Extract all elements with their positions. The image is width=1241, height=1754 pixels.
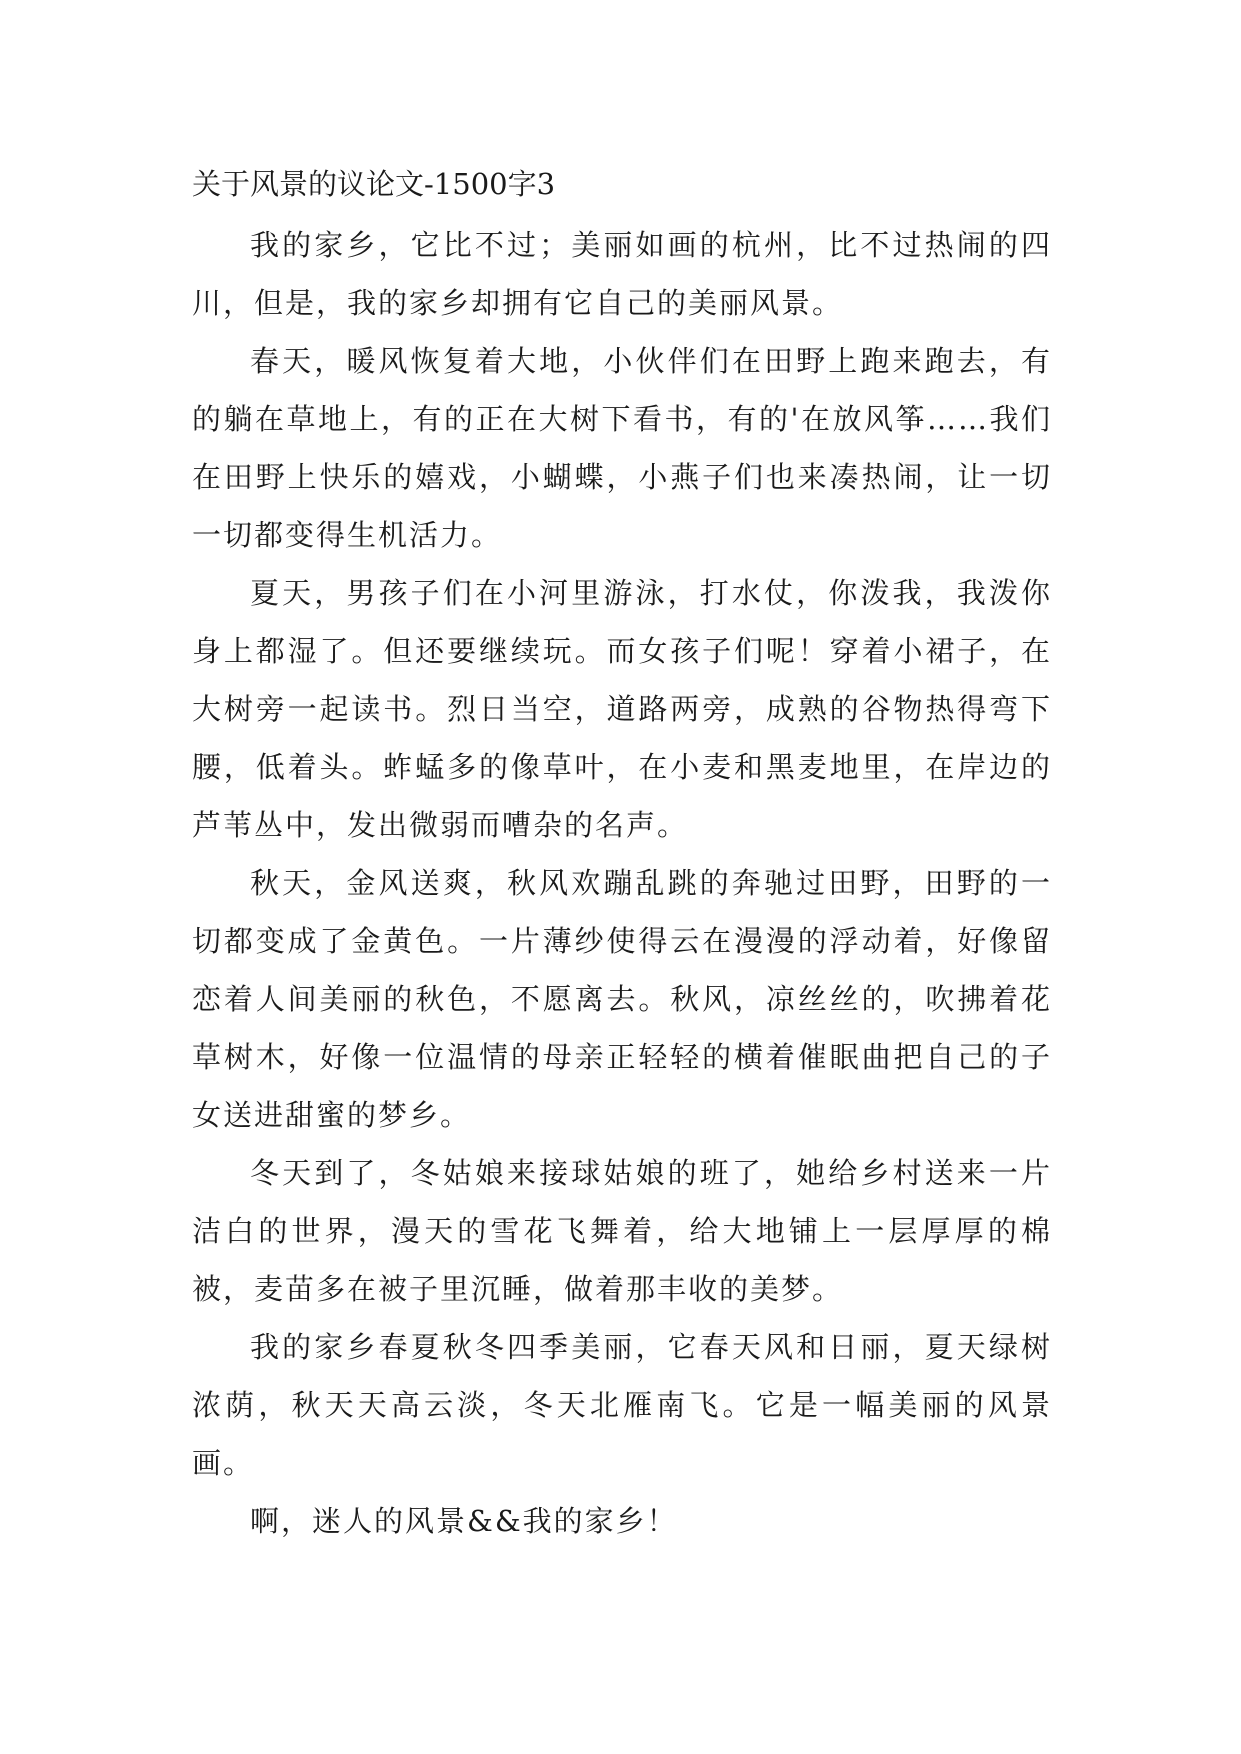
document-title: 关于风景的议论文-1500字3 (192, 167, 556, 201)
paragraph-closing: 啊，迷人的风景&&我的家乡！ (250, 1504, 678, 1538)
paragraph-summary: 我的家乡春夏秋冬四季美丽，它春天风和日丽，夏天绿树浓荫，秋天天高云淡，冬天北雁南飞。它是一幅美丽的风景画。 (192, 1330, 1052, 1480)
document-body (192, 162, 1052, 1550)
paragraph-summer: 夏天，男孩子们在小河里游泳，打水仗，你泼我，我泼你身上都湿了。但还要继续玩。而女孩子们呢！穿着小裙子，在大树旁一起读书。烈日当空，道路两旁，成熟的谷物热得弯下腰，低着头。蚱蜢多的像草叶，在小麦和黑麦地里，在岸边的芦苇丛中，发出微弱而嘈杂的名声。 (192, 576, 1052, 842)
paragraph-spring: 春天，暖风恢复着大地，小伙伴们在田野上跑来跑去，有的躺在草地上，有的正在大树下看书，有的'在放风筝……我们在田野上快乐的嬉戏，小蝴蝶，小燕子们也来凑热闹，让一切一切都变得生机活力。 (192, 344, 1052, 552)
paragraph-intro: 我的家乡，它比不过；美丽如画的杭州，比不过热闹的四川，但是，我的家乡却拥有它自己的美丽风景。 (192, 228, 1052, 320)
paragraph-winter: 冬天到了，冬姑娘来接球姑娘的班了，她给乡村送来一片洁白的世界，漫天的雪花飞舞着，给大地铺上一层厚厚的棉被，麦苗多在被子里沉睡，做着那丰收的美梦。 (192, 1156, 1052, 1306)
paragraph-autumn: 秋天，金风送爽，秋风欢蹦乱跳的奔驰过田野，田野的一切都变成了金黄色。一片薄纱使得云在漫漫的浮动着，好像留恋着人间美丽的秋色，不愿离去。秋风，凉丝丝的，吹拂着花草树木，好像一位温情的母亲正轻轻的横着催眠曲把自己的子女送进甜蜜的梦乡。 (192, 866, 1052, 1132)
